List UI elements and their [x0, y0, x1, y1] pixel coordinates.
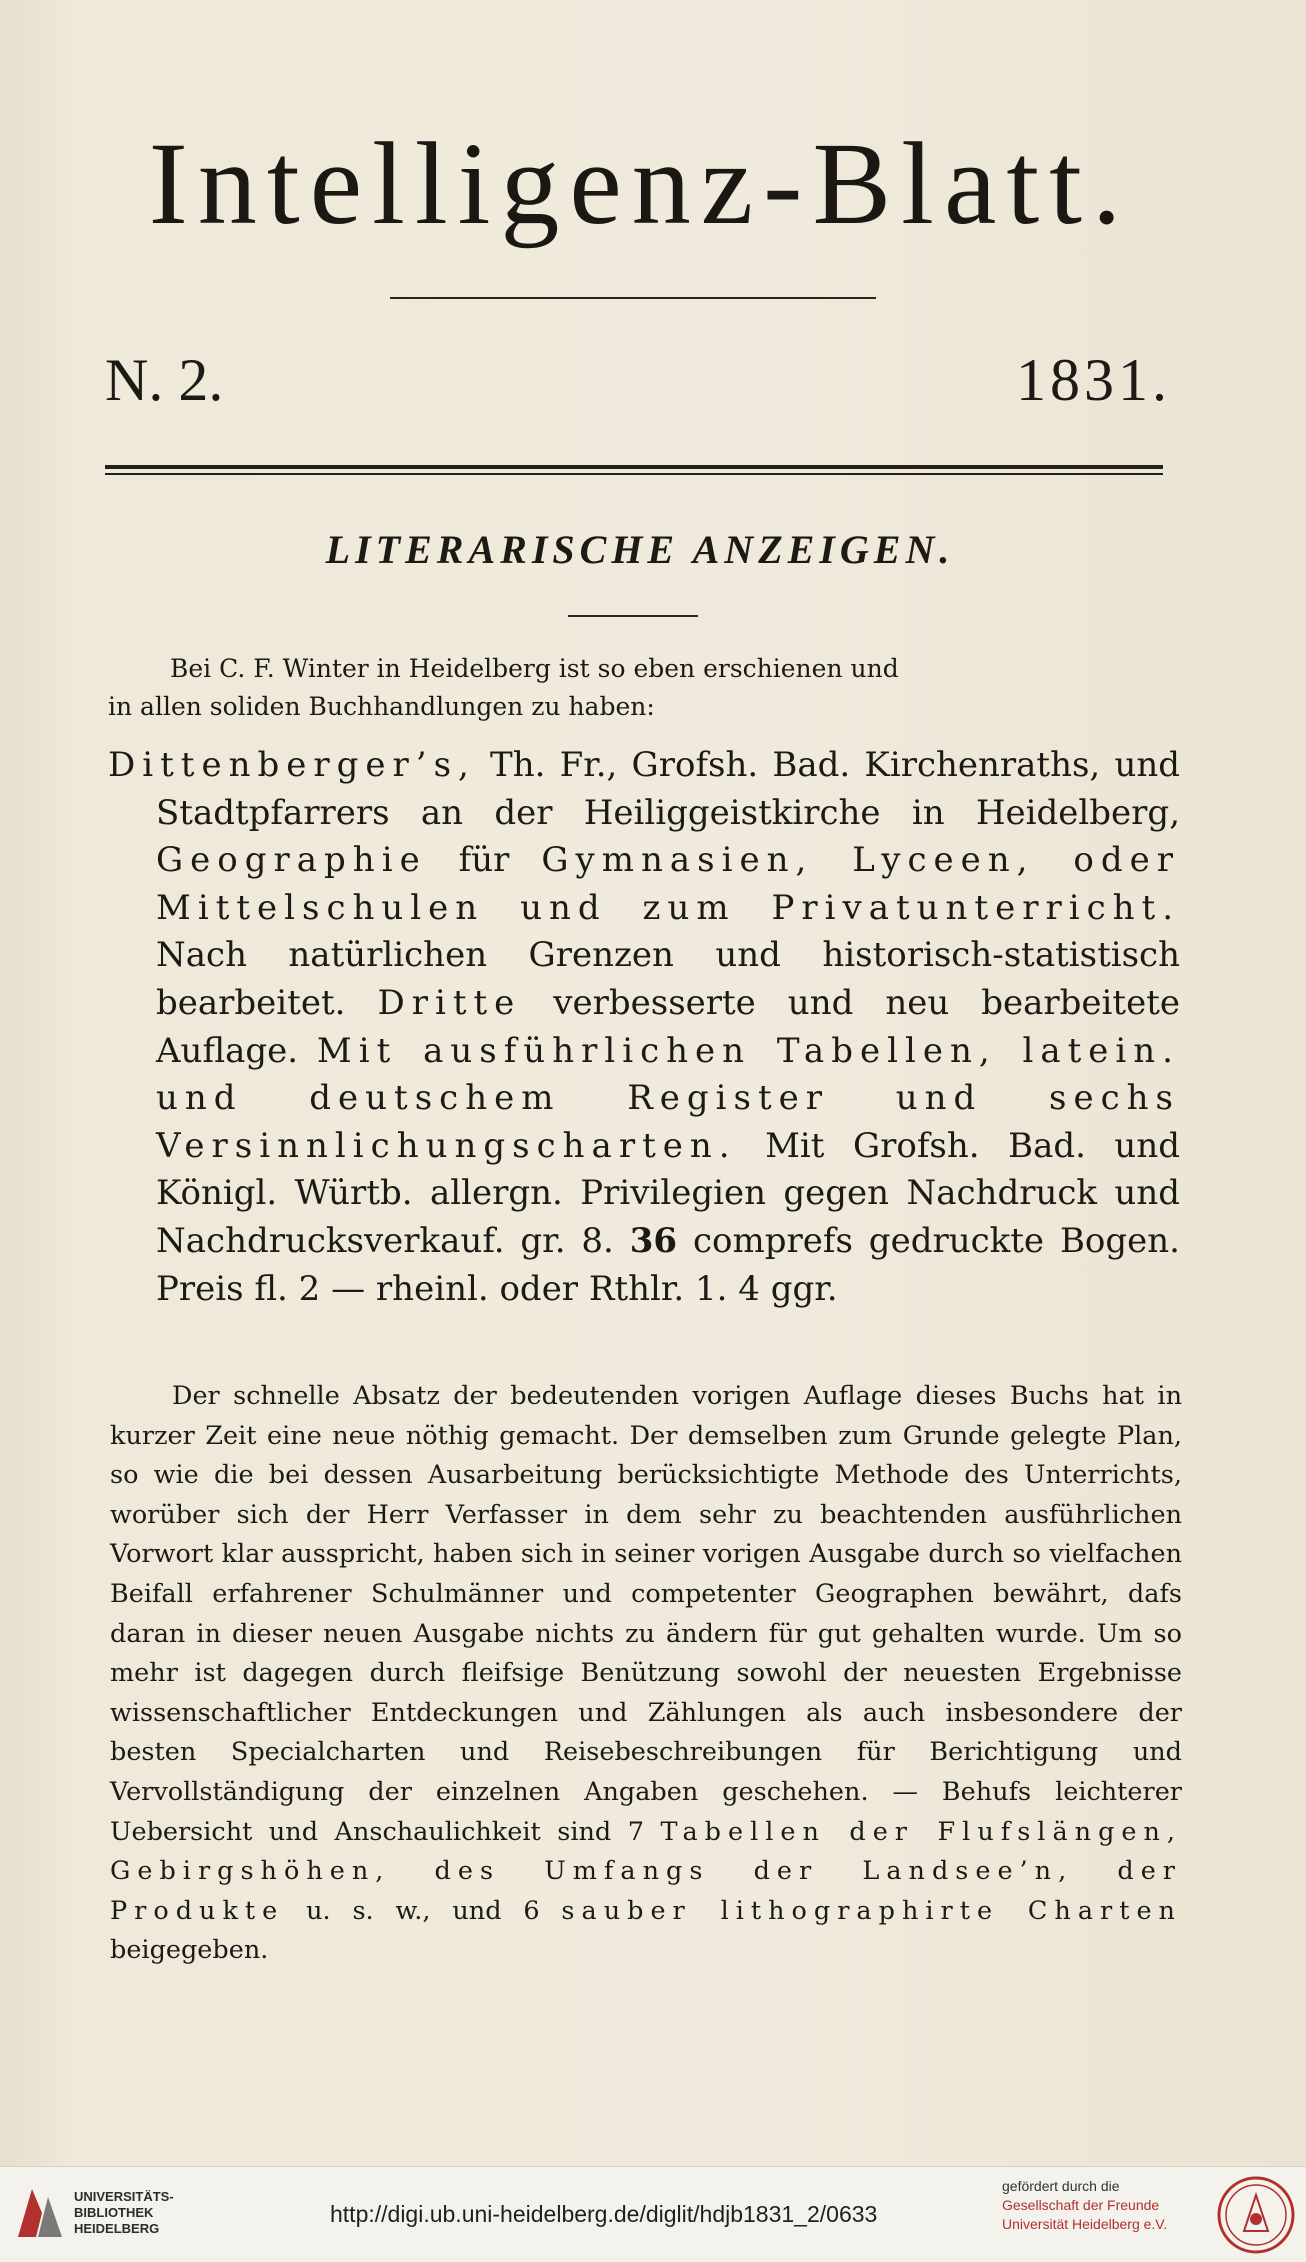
library-name: UNIVERSITÄTS- BIBLIOTHEK HEIDELBERG	[74, 2189, 174, 2236]
author-name: Dittenberger’s,	[108, 745, 476, 785]
sheets-number: 36	[629, 1220, 678, 1261]
book-title-entry	[108, 742, 1180, 1313]
body-main-text: Der schnelle Absatz der bedeutenden vorigen Auflage dieses Buchs hat in kurzer Zeit eine neue nöthig gemacht. Der demselben zum Grunde gelegte Plan, so wie die bei dessen Ausarbeitung berücksichtigte Methode des Unterrichts, worüber sich der Herr Verfasser in dem sehr zu beachtenden ausführlichen Vorwort klar ausspricht, haben sich in seiner vorigen Ausgabe durch so vielfachen Beifall erfahrener Schulmänner und competenter Geographen bewährt, dafs daran in dieser neuen Ausgabe nichts zu ändern für gut gehalten wurde. Um so mehr ist dagegen durch fleifsige Benützung sowohl der neuesten Ergebnisse wissenschaftlicher Entdeckungen und Zählungen als auch insbesondere der besten Specialcharten und Reisebeschreibungen für Berichtigung und Vervollständigung der einzelnen Angaben geschehen. — Behufs leichterer Uebersicht und Anschaulichkeit sind 7	[110, 1381, 1182, 1847]
intro-line-1: Bei C. F. Winter in Heidelberg ist so eben erschienen und	[170, 654, 899, 683]
edition-word: Dritte	[377, 982, 522, 1023]
tables-mid: u. s. w., und 6	[306, 1895, 540, 1926]
tables-list: Tabellen der Flufslängen, Gebirgshöhen, des Umfangs der Landsee’n, der Produkte	[110, 1816, 1183, 1926]
book-title: Geographie	[156, 840, 427, 881]
section-heading: LITERARISCHE ANZEIGEN.	[325, 527, 955, 572]
double-rule	[105, 465, 1163, 475]
funder-line-1: Gesellschaft der Freunde	[1002, 2197, 1160, 2213]
library-logo-icon	[12, 2183, 68, 2245]
author-title: Th. Fr., Grofsh. Bad. Kirchenraths, und Stadtpfarrers an der Heiliggeistkirche in Heidelberg,	[156, 745, 1181, 833]
masthead-rule	[390, 297, 876, 299]
sheets-text: comprefs gedruckte Bogen.	[692, 1220, 1180, 1261]
charts-note: sauber lithographirte Charten	[561, 1895, 1182, 1926]
advertisement-body	[110, 1377, 1182, 1971]
funding-note	[1002, 2177, 1182, 2234]
masthead-title: Intelligenz-Blatt.	[148, 118, 1132, 249]
permalink-url[interactable]: http://digi.ub.uni-heidelberg.de/diglit/hdjb1831_2/0633	[330, 2201, 878, 2227]
funder-line-2: Universität Heidelberg e.V.	[1002, 2216, 1168, 2232]
description: Nach natürlichen Grenzen und historisch-statistisch bearbeitet.	[156, 935, 1180, 1023]
funded-label: gefördert durch die	[1002, 2178, 1120, 2194]
intro-line-2: in allen soliden Buchhandlungen zu haben:	[108, 692, 655, 721]
format: gr. 8.	[520, 1220, 614, 1261]
audience-prefix: für	[458, 840, 510, 881]
body-end: beigegeben.	[110, 1935, 269, 1966]
privileges: Mit Grofsh. Bad. und Königl. Würtb. allergn. Privilegien gegen Nachdruck und Nachdrucksverkauf.	[156, 1125, 1180, 1261]
edition-rest: verbesserte und neu bearbeitete Auflage.	[156, 982, 1180, 1071]
section-rule	[568, 615, 698, 617]
issue-number: N. 2.	[105, 347, 224, 413]
price: Preis fl. 2 — rheinl. oder Rthlr. 1. 4 ggr.	[156, 1268, 838, 1309]
audience: Gymnasien, Lyceen, oder Mittelschulen und zum Privatunterricht.	[156, 840, 1181, 928]
issue-year: 1831.	[1016, 347, 1171, 413]
publisher-intro	[108, 650, 1170, 726]
university-seal-icon	[1216, 2175, 1296, 2255]
extras: Mit ausführlichen Tabellen, latein. und deutschem Register und sechs Versinnlichungscharten.	[156, 1030, 1180, 1166]
viewer-footer	[0, 2166, 1306, 2262]
